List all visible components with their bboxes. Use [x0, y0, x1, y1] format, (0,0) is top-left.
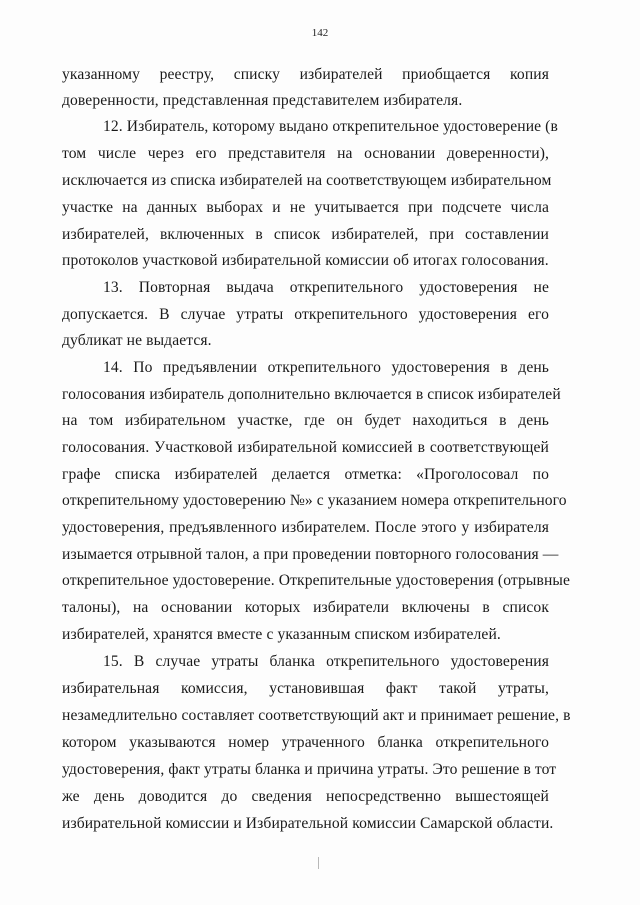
text-line: голосования избиратель дополнительно включается в список избирателей	[62, 386, 561, 403]
text-line: указанному реестру, списку избирателей приобщается копия	[62, 66, 549, 83]
text-line: дубликат не выдается.	[62, 332, 212, 349]
text-line: том числе через его представителя на основании доверенности),	[62, 145, 549, 162]
text-line: избирателей, хранятся вместе с указанным списком избирателей.	[62, 626, 501, 643]
paragraph-13-start: 13. Повторная выдача открепительного удостоверения не	[103, 279, 549, 296]
text-line: изымается отрывной талон, а при проведении повторного голосования —	[62, 546, 559, 563]
paragraph-12-start: 12. Избиратель, которому выдано открепительное удостоверение (в	[103, 118, 558, 135]
text-line: избирательная комиссия, установившая факт такой утраты,	[62, 680, 549, 697]
text-line: голосования. Участковой избирательной комиссией в соответствующей	[62, 439, 549, 456]
text-line: же день доводится до сведения непосредственно вышестоящей	[62, 788, 549, 805]
page-number: 142	[311, 27, 329, 39]
text-line: участке на данных выборах и не учитывается при подсчете числа	[62, 199, 549, 216]
text-line: исключается из списка избирателей на соответствующем избирательном	[62, 172, 552, 189]
text-line: доверенности, представленная представителем избирателя.	[62, 92, 463, 109]
paragraph-15-start: 15. В случае утраты бланка открепительного удостоверения	[103, 653, 549, 670]
text-line: избирателей, включенных в список избирателей, при составлении	[62, 226, 549, 243]
text-line: незамедлительно составляет соответствующий акт и принимает решение, в	[62, 707, 571, 724]
text-line: открепительное удостоверение. Открепительные удостоверения (отрывные	[62, 572, 570, 589]
text-line: протоколов участковой избирательной комиссии об итогах голосования.	[62, 252, 549, 269]
text-line: допускается. В случае утраты открепительного удостоверения его	[62, 306, 549, 323]
text-line: на том избирательном участке, где он будет находиться в день	[62, 412, 549, 429]
text-line: открепительному удостоверению №» с указанием номера открепительного	[62, 492, 567, 509]
text-line: удостоверения, предъявленного избирателем. После этого у избирателя	[62, 519, 549, 536]
paragraph-14-start: 14. По предъявлении открепительного удостоверения в день	[103, 359, 549, 376]
text-line: котором указываются номер утраченного бланка открепительного	[62, 734, 549, 751]
text-line: талоны), на основании которых избиратели включены в список	[62, 599, 549, 616]
text-line: удостоверения, факт утраты бланка и причина утраты. Это решение в тот	[62, 761, 557, 778]
text-line: избирательной комиссии и Избирательной комиссии Самарской области.	[62, 815, 554, 832]
text-line: графе списка избирателей делается отметка: «Проголосовал по	[62, 466, 549, 483]
scan-mark	[318, 857, 319, 869]
